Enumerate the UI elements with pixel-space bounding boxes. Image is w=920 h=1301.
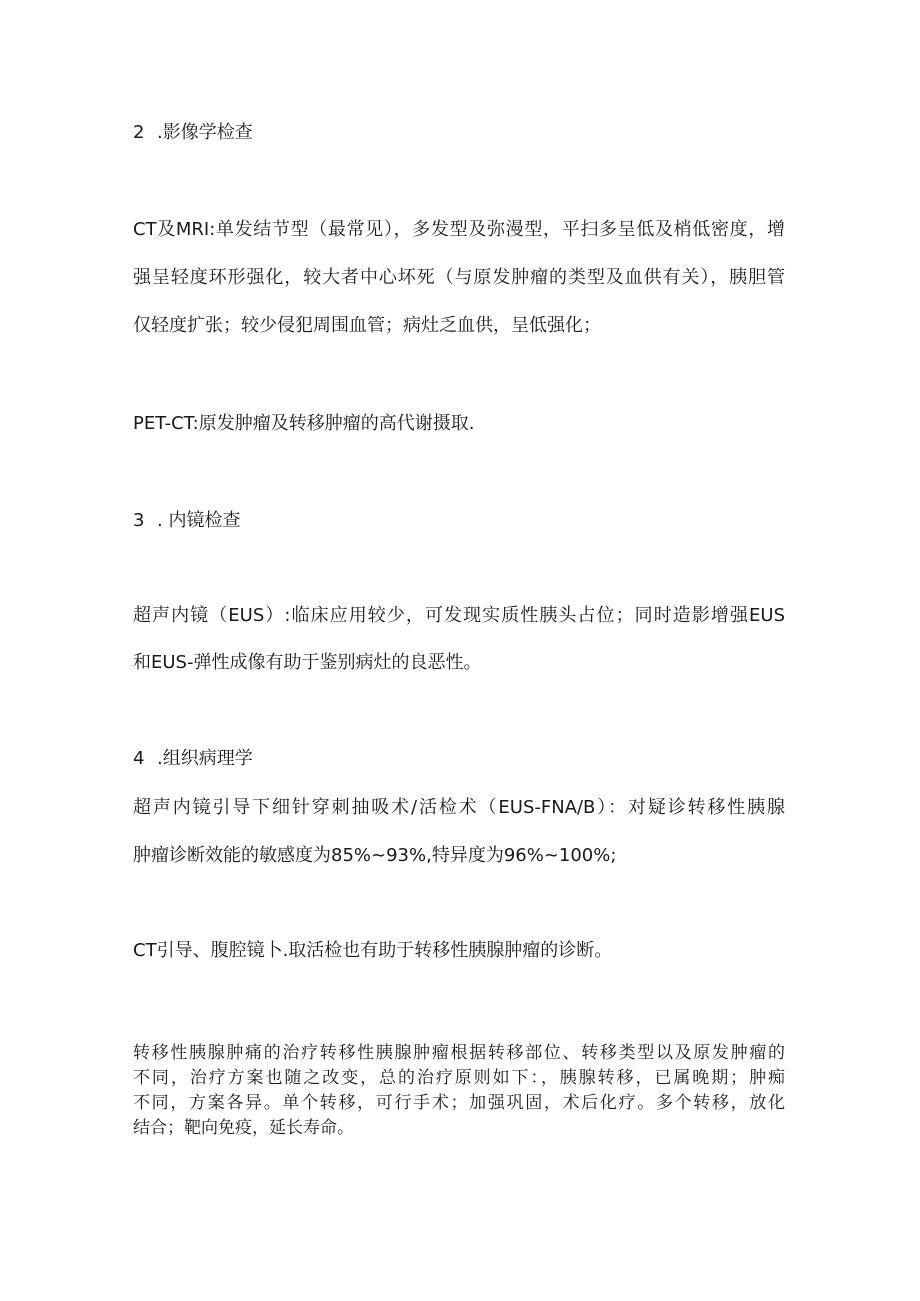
section-2-heading	[133, 121, 253, 145]
eus-line-2: 和EUS-弹性成像有助于鉴别病灶的良恶性。	[133, 652, 482, 673]
section-3-heading	[133, 509, 240, 533]
ct-mri-line-2: 强呈轻度环形强化，较大者中心坏死（与原发肿瘤的类型及血供有关），胰胆管	[133, 267, 785, 288]
ct-mri-line-1: CT及MRI:单发结节型（最常见），多发型及弥漫型，平扫多呈低及梢低密度，增	[133, 219, 785, 240]
fna-line-1: 超声内镜引导下细针穿刺抽吸术/活检术（EUS-FNA/B）：对疑诊转移性胰腺	[133, 797, 785, 818]
fna-line-2: 肿瘤诊断效能的敏感度为85%~93%,特异度为96%~100%;	[133, 845, 617, 866]
treatment-line-4: 结合；靶向免疫，延长寿命。	[133, 1118, 354, 1138]
ct-guided-text: CT引导、腹腔镜卜.取活检也有助于转移性胰腺肿瘤的诊断。	[133, 940, 613, 961]
section-2-number: 2	[133, 122, 145, 143]
section-4-title: .组织病理学	[157, 748, 253, 769]
treatment-line-1: 转移性胰腺肿痛的治疗转移性胰腺肿瘤根据转移部位、转移类型以及原发肿瘤的	[133, 1043, 785, 1063]
pet-ct-text: PET-CT:原发肿瘤及转移肿瘤的高代谢摄取.	[133, 413, 475, 434]
treatment-line-2: 不同，治疗方案也随之改变，总的治疗原则如下：，胰腺转移，已属晚期；肿痴	[133, 1068, 785, 1088]
treatment-line-3: 不同，方案各异。单个转移，可行手术；加强巩固，术后化疗。多个转移，放化	[133, 1093, 785, 1113]
section-4-number: 4	[133, 748, 145, 769]
section-2-title: .影像学检查	[157, 122, 253, 143]
section-4-heading	[133, 747, 253, 771]
eus-line-1: 超声内镜（EUS）:临床应用较少，可发现实质性胰头占位；同时造影增强EUS	[133, 605, 785, 626]
treatment-paragraph	[133, 1041, 785, 1141]
section-3-number: 3	[133, 510, 145, 531]
ct-mri-line-3: 仅轻度扩张；较少侵犯周围血管；病灶乏血供，呈低强化；	[133, 315, 601, 336]
section-3-title: . 内镜检查	[157, 510, 241, 531]
